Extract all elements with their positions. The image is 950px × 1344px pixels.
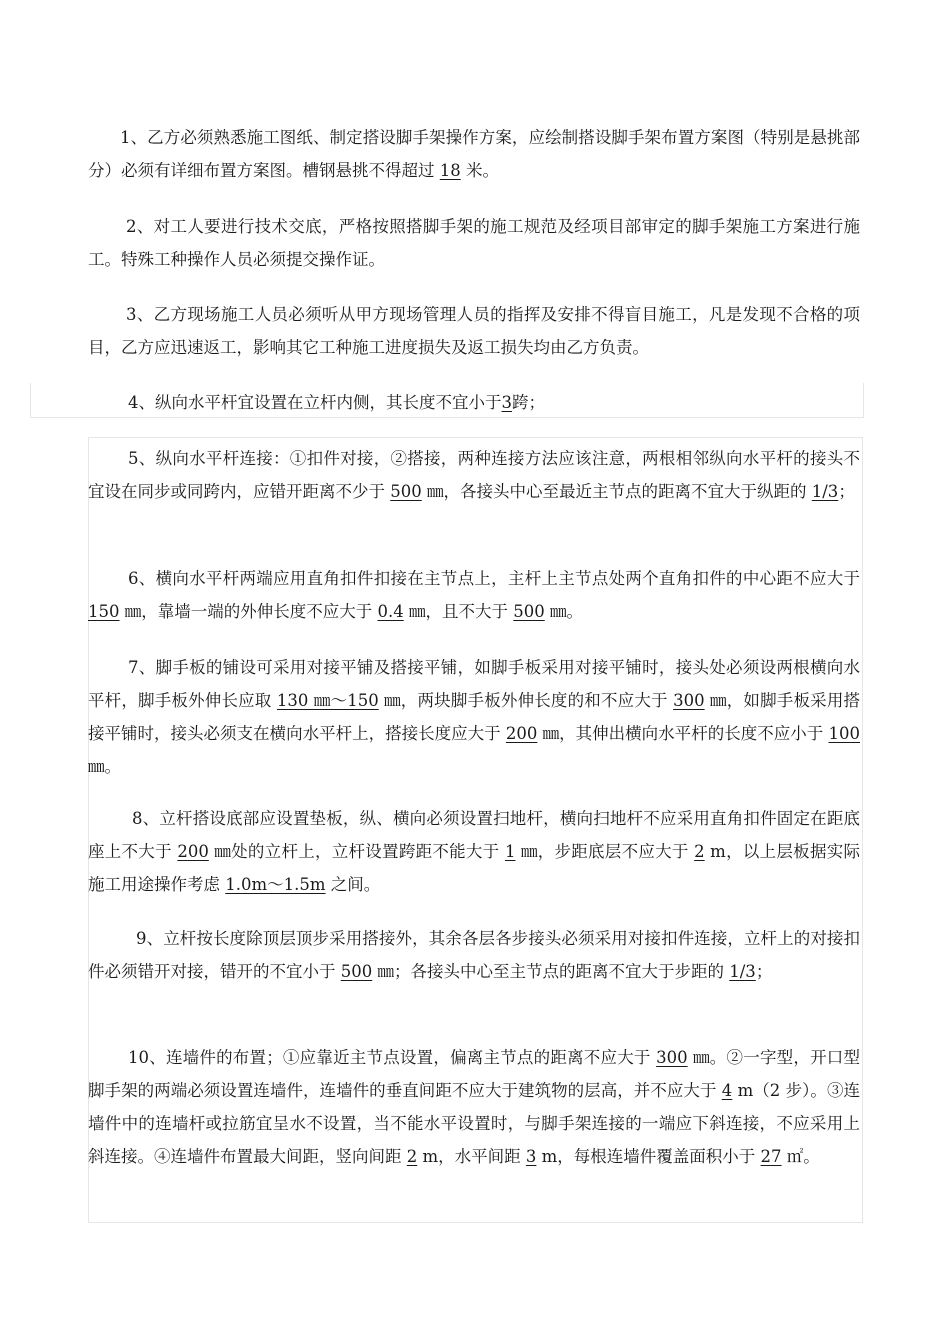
clause-number: 6 — [128, 569, 139, 588]
underlined-value: 500 — [340, 962, 373, 981]
clause-text: ㎜，步距底层不应大于 — [515, 842, 695, 861]
underlined-value: 3 — [525, 1147, 537, 1166]
clause-number: 3 — [126, 305, 137, 324]
clause-text: 立杆搭设底部应设置垫板，纵、横向必须设置扫地杆，横向扫地杆不应采用直角扣件固定在距底座上不大于 — [88, 809, 861, 861]
clause-number: 9 — [136, 929, 147, 948]
clause-separator: 、 — [142, 809, 160, 828]
clause-text: ㎜，各接头中心至最近主节点的距离不宜大于纵距的 — [421, 482, 812, 501]
clause-text: ； — [838, 482, 855, 501]
clause-text: ㎜，且不大于 — [403, 602, 514, 621]
underlined-value: 2 — [694, 842, 705, 861]
clause-number: 5 — [128, 449, 139, 468]
underlined-value: 200 — [177, 842, 209, 861]
clause-text: m，水平间距 — [417, 1147, 526, 1166]
clause-9 — [88, 922, 860, 988]
underlined-value: 0.4 — [377, 602, 404, 621]
clause-text: ； — [755, 962, 773, 981]
clause-text: 米。 — [460, 161, 499, 180]
clause-number: 4 — [128, 393, 139, 412]
clause-text: 纵向水平杆连接：①扣件对接，②搭接，两种连接方法应该注意，两根相邻纵向水平杆的接头不宜设在同步或同跨内，应错开距离不少于 — [88, 449, 861, 501]
underlined-value: 3 — [501, 393, 512, 412]
underlined-value: 27 — [760, 1147, 782, 1166]
clause-2 — [88, 210, 860, 276]
underlined-value: 500 — [390, 482, 422, 501]
clause-text: 乙方现场施工人员必须听从甲方现场管理人员的指挥及安排不得盲目施工，凡是发现不合格的项目，乙方应迅速返工，影响其它工种施工进度损失及返工损失均由乙方负责。 — [88, 305, 861, 357]
clause-text: 立杆按长度除顶层顶步采用搭接外，其余各层各步接头必须采用对接扣件连接，立杆上的对接扣件必须错开对接，错开的不宜小于 — [88, 929, 861, 981]
clause-text: ㎜处的立杆上，立杆设置跨距不能大于 — [208, 842, 505, 861]
clause-8 — [88, 802, 860, 901]
clause-text: ㎜。②一字型，开口型脚手架的两端必须设置连墙件，连墙件的垂直间距不应大于建筑物的层高，并不应大于 — [88, 1048, 861, 1100]
clause-text: 乙方必须熟悉施工图纸、制定搭设脚手架操作方案，应绘制搭设脚手架布置方案图（特别是悬挑部分）必须有详细布置方案图。槽钢悬挑不得超过 — [88, 128, 861, 180]
clause-text: m，以上层板据实际施工用途操作考虑 — [88, 842, 860, 894]
clause-separator: 、 — [149, 1048, 166, 1067]
clause-text: m（2 步）。③连墙件中的连墙杆或拉筋宜呈水不设置，当不能水平设置时，与脚手架连接的一端应下斜连接，不应采用上斜连接。④连墙件布置最大间距，竖向间距 — [88, 1081, 860, 1166]
underlined-value: 1/3 — [729, 962, 756, 981]
underlined-value: 300 — [673, 691, 705, 710]
underlined-value: 2 — [406, 1147, 418, 1166]
clause-text: m，每根连墙件覆盖面积小于 — [536, 1147, 761, 1166]
clause-number: 1 — [120, 128, 131, 147]
underlined-value: 1 — [504, 842, 516, 861]
clause-text: 对工人要进行技术交底，严格按照搭脚手架的施工规范及经项目部审定的脚手架施工方案进行施工。特殊工种操作人员必须提交操作证。 — [88, 217, 861, 269]
underlined-value: 1/3 — [811, 482, 839, 501]
clause-separator: 、 — [130, 128, 148, 147]
clause-7 — [88, 651, 860, 783]
clause-number: 10 — [128, 1048, 149, 1067]
clause-text: ㎡。 — [781, 1147, 820, 1166]
clause-text: 横向水平杆两端应用直角扣件扣接在主节点上，主杆上主节点处两个直角扣件的中心距不应大于 — [155, 569, 861, 588]
clause-text: ㎜；各接头中心至主节点的距离不宜大于步距的 — [372, 962, 730, 981]
clause-separator: 、 — [138, 569, 156, 588]
underlined-value: 300 — [656, 1048, 688, 1067]
clause-10 — [88, 1041, 860, 1173]
clause-separator: 、 — [138, 658, 156, 677]
underlined-value: 150 — [88, 602, 120, 621]
clause-number: 8 — [132, 809, 143, 828]
clause-text: ㎜。 — [88, 757, 121, 776]
clause-text: ㎜，如脚手板采用搭接平铺时，接头必须支在横向水平杆上，搭接长度应大于 — [88, 691, 860, 743]
clause-text: ㎜。 — [544, 602, 583, 621]
clause-4 — [88, 386, 860, 419]
clause-text: ㎜，靠墙一端的外伸长度不应大于 — [119, 602, 378, 621]
underlined-value: 100 — [828, 724, 860, 743]
clause-text: 纵向水平杆宜设置在立杆内侧，其长度不宜小于 — [155, 393, 502, 412]
clause-text: 连墙件的布置；①应靠近主节点设置，偏离主节点的距离不应大于 — [165, 1048, 657, 1067]
clause-6 — [88, 562, 860, 628]
clause-separator: 、 — [136, 305, 154, 324]
clause-text: ㎜，其伸出横向水平杆的长度不应小于 — [537, 724, 829, 743]
clause-separator: 、 — [136, 217, 154, 236]
clause-separator: 、 — [138, 393, 155, 412]
clause-text: 脚手板的铺设可采用对接平铺及搭接平铺，如脚手板采用对接平铺时，接头处必须设两根横向水平杆，脚手板外伸长应取 — [88, 658, 861, 710]
underlined-value: 500 — [513, 602, 545, 621]
underlined-value: 200 — [505, 724, 538, 743]
clause-5 — [88, 442, 860, 508]
clause-3 — [88, 298, 860, 364]
clause-text: 之间。 — [325, 875, 381, 894]
clause-number: 2 — [126, 217, 137, 236]
clause-text: 跨； — [512, 393, 545, 412]
clause-number: 7 — [128, 658, 139, 677]
underlined-value: 4 — [721, 1081, 733, 1100]
clause-separator: 、 — [146, 929, 164, 948]
clause-text: ㎜，两块脚手板外伸长度的和不应大于 — [378, 691, 674, 710]
clause-1 — [88, 121, 860, 187]
clause-separator: 、 — [138, 449, 156, 468]
underlined-value: 18 — [439, 161, 461, 180]
underlined-value: 1.0m～1.5m — [225, 875, 326, 894]
underlined-value: 130 ㎜～150 — [276, 691, 379, 710]
